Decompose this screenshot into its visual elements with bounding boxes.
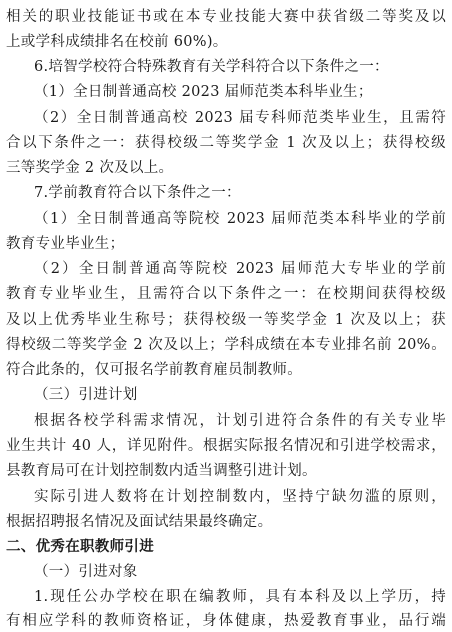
paragraph-line: 符合此条的，仅可报名学前教育雇员制教师。 bbox=[6, 362, 302, 378]
paragraph-line: 实际引进人数将在计划控制数内，坚持宁缺勿滥的原则， bbox=[34, 489, 446, 505]
subsection-heading-targets: （一）引进对象 bbox=[34, 564, 138, 580]
paragraph-line: 县教育局可在计划控制数内适当调整引进计划。 bbox=[6, 463, 317, 479]
paragraph-line: 及以上优秀毕业生称号；获得校级一等奖学金 1 次及以上；获 bbox=[6, 312, 446, 328]
paragraph-line: 上或学科成绩排名在校前 60%)。 bbox=[6, 34, 228, 50]
paragraph-line: 根据招聘报名情况及面试结果最终确定。 bbox=[6, 514, 273, 530]
paragraph-line: 业生共计 40 人，详见附件。根据实际报名情况和引进学校需求， bbox=[6, 438, 446, 454]
paragraph-line: 有相应学科的教师资格证，身体健康，热爱教育事业，品行端 bbox=[6, 613, 446, 629]
sub-item-1: （1）全日制普通高等院校 2023 届师范类本科毕业的学前 bbox=[34, 211, 446, 227]
section-heading-plan: （三）引进计划 bbox=[34, 387, 138, 403]
paragraph-line: 三等奖学金 2 次及以上。 bbox=[6, 160, 174, 176]
sub-item-1: （1）全日制普通高校 2023 届师范类本科毕业生； bbox=[34, 84, 373, 100]
section-heading-2: 二、优秀在职教师引进 bbox=[6, 539, 154, 555]
paragraph-line: 得校级二等奖学金 2 次及以上；学科成绩在本专业排名前 20%。 bbox=[6, 337, 446, 353]
sub-item-2: （2）全日制普通高等院校 2023 届师范大专毕业的学前 bbox=[34, 261, 446, 277]
paragraph-line: 相关的职业技能证书或在本专业技能大赛中获省级二等奖及以 bbox=[6, 9, 446, 25]
paragraph-line: 合以下条件之一：获得校级二等奖学金 1 次及以上；获得校级 bbox=[6, 135, 446, 151]
list-item-6: 6.培智学校符合特殊教育有关学科符合以下条件之一： bbox=[34, 59, 389, 75]
paragraph-line: 教育专业毕业生，且需符合以下条件之一：在校期间获得校级 bbox=[6, 286, 446, 302]
list-item-7: 7.学前教育符合以下条件之一： bbox=[34, 185, 241, 201]
paragraph-line: 教育专业毕业生； bbox=[6, 236, 125, 252]
sub-item-2: （2）全日制普通高校 2023 届专科师范类毕业生，且需符 bbox=[34, 110, 446, 126]
list-item-1: 1.现任公办学校在职在编教师，具有本科及以上学历，持 bbox=[34, 589, 446, 605]
paragraph-line: 根据各校学科需求情况，计划引进符合条件的有关专业毕 bbox=[34, 413, 446, 429]
